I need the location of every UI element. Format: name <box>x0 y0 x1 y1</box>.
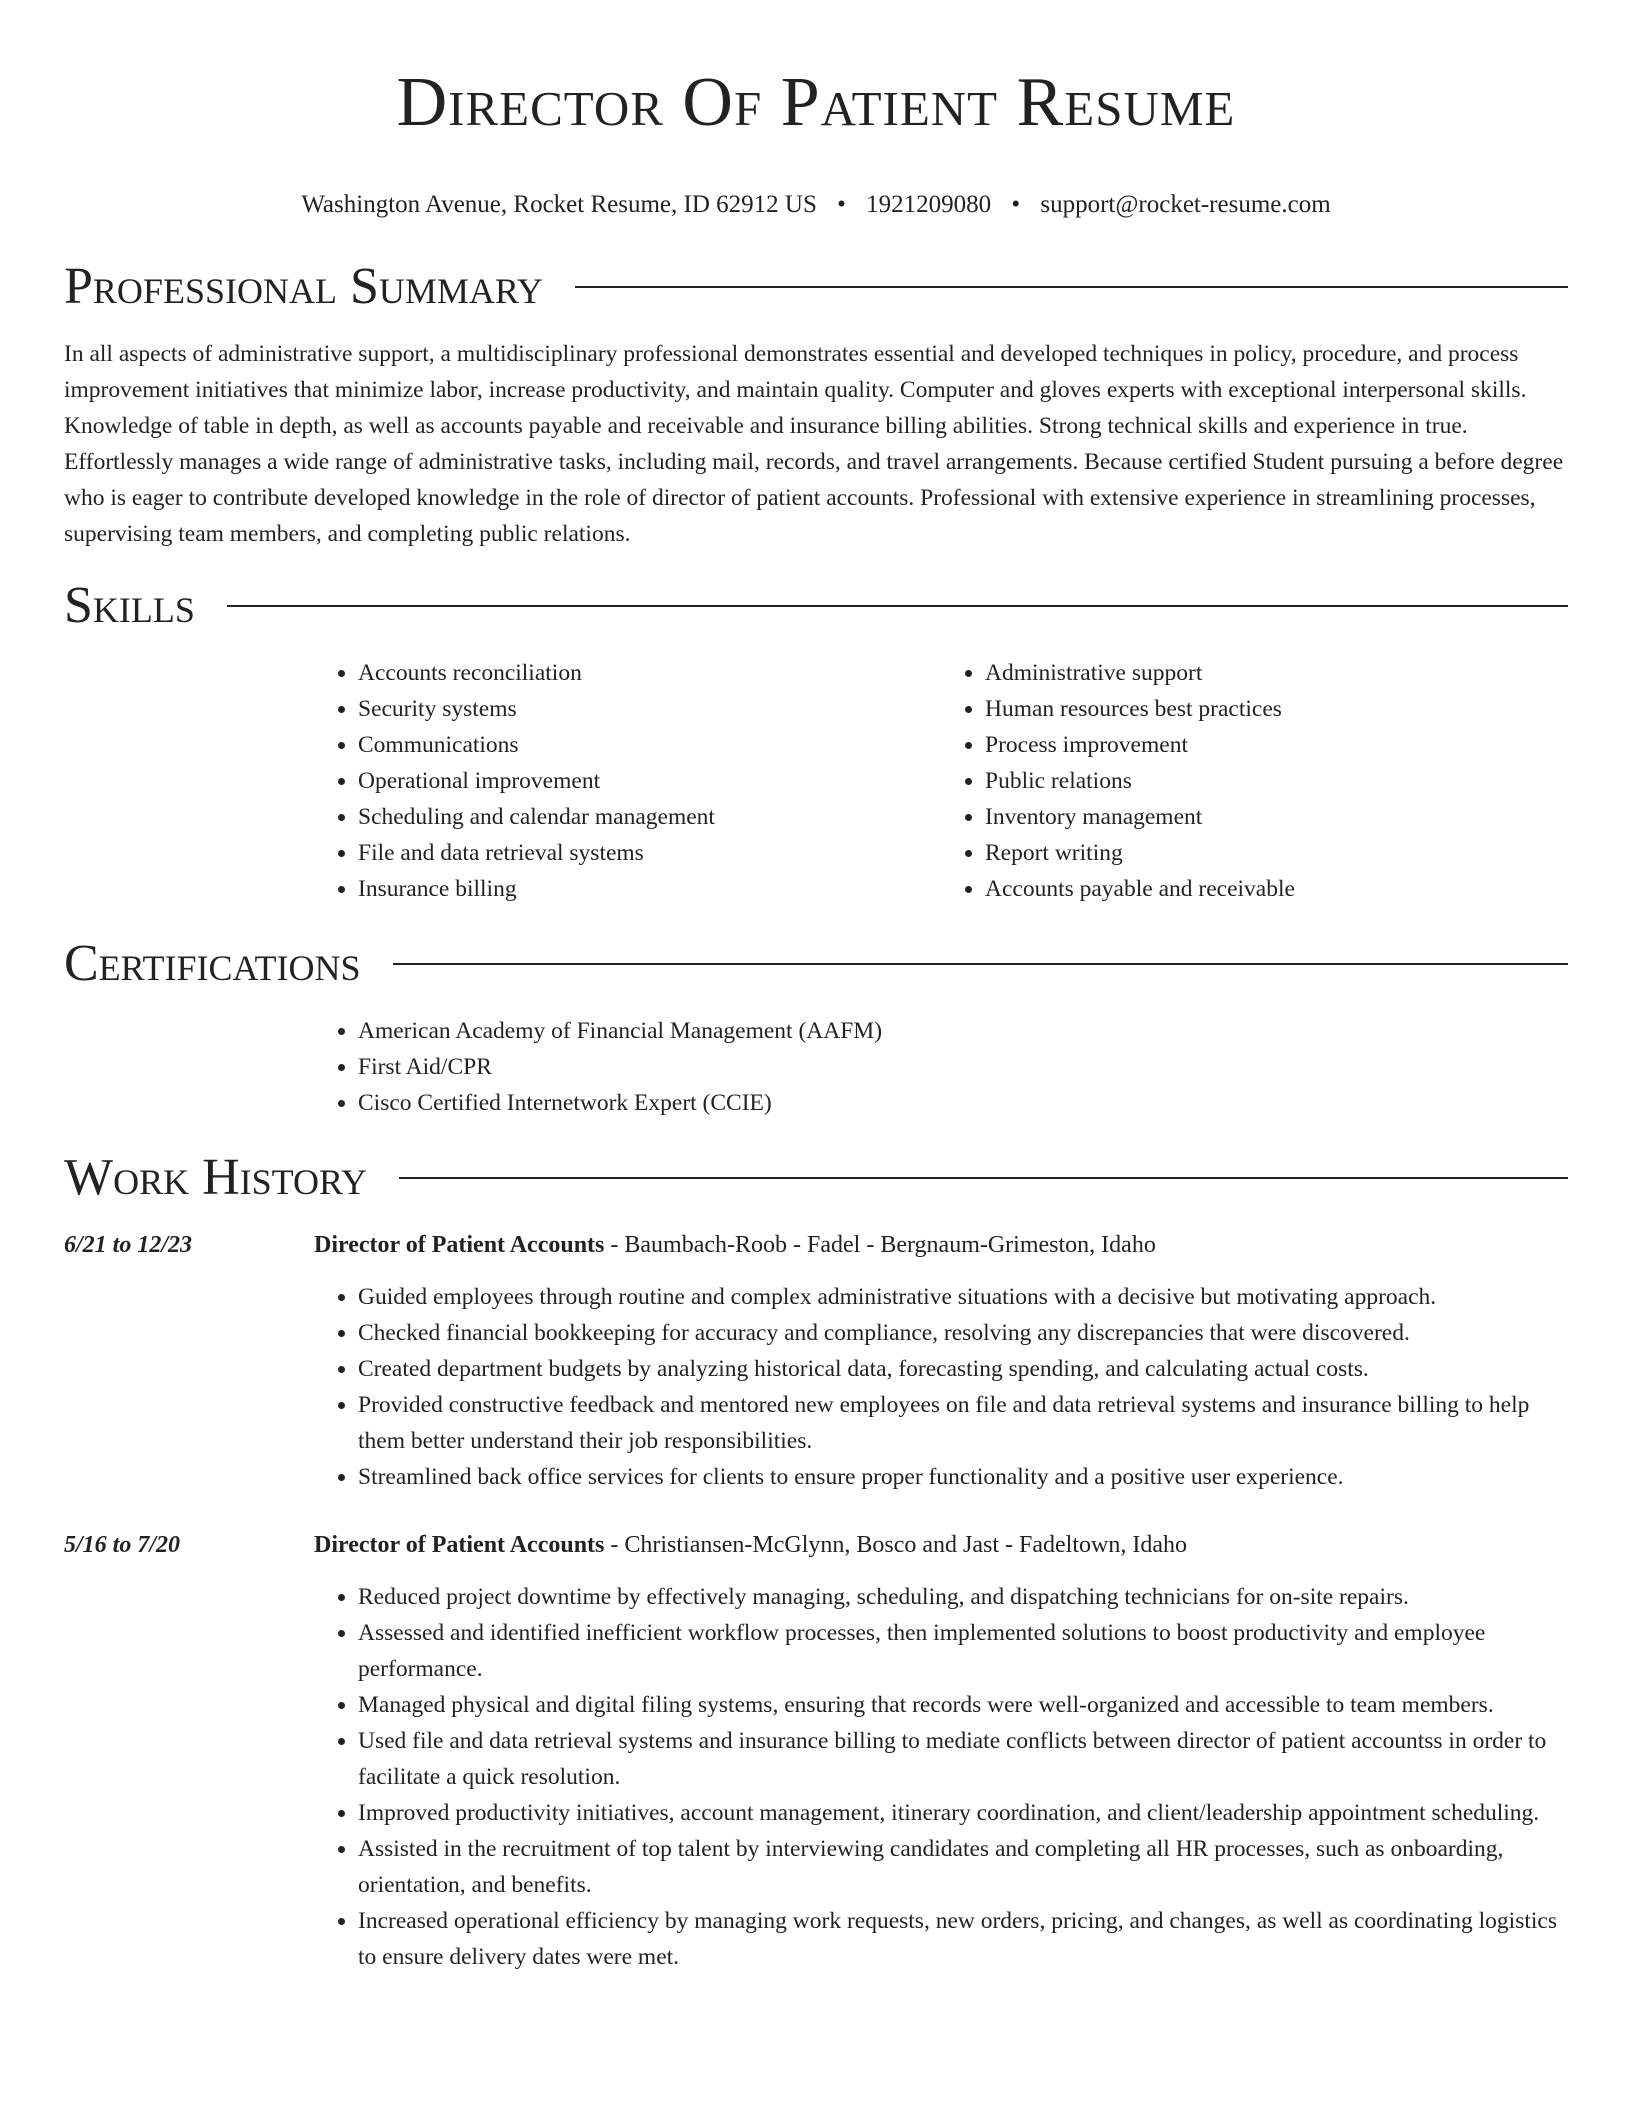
job-bullet: • Provided constructive feedback and mentored new employees on file and data retrieval systems and insurance billing to help them better understand their job responsibilities. <box>358 1387 1568 1459</box>
job-dates: 5/16 to 7/20 <box>64 1532 181 1558</box>
skill-item: • Accounts reconciliation <box>358 655 941 691</box>
skills-title: Skills <box>64 577 195 634</box>
skills-list-right <box>941 655 1568 907</box>
job-dates: 6/21 to 12/23 <box>64 1232 193 1258</box>
contact-phone: 1921209080 <box>866 191 992 218</box>
skills-list-left <box>314 655 941 907</box>
section-divider <box>399 1177 1568 1179</box>
skills-header <box>64 576 1568 636</box>
contact-address: Washington Avenue, Rocket Resume, ID 62912 US <box>301 191 817 218</box>
job-bullet: • Checked financial bookkeeping for accuracy and compliance, resolving any discrepancies that were discovered. <box>358 1315 1568 1351</box>
certification-item: • First Aid/CPR <box>358 1049 1568 1085</box>
job-bullet: • Guided employees through routine and complex administrative situations with a decisive but motivating approach. <box>358 1279 1568 1315</box>
skill-item: • Report writing <box>985 835 1568 871</box>
skill-item: • Human resources best practices <box>985 691 1568 727</box>
skills-grid <box>314 655 1568 907</box>
skill-item: • Insurance billing <box>358 871 941 907</box>
contact-line <box>64 190 1568 220</box>
job-bullet: • Assessed and identified inefficient workflow processes, then implemented solutions to boost productivity and employee performance. <box>358 1615 1568 1687</box>
certifications-title: Certifications <box>64 935 361 992</box>
job-bullet: • Streamlined back office services for clients to ensure proper functionality and a positive user experience. <box>358 1459 1568 1495</box>
job-bullets <box>314 1279 1568 1495</box>
resume-page <box>64 0 1568 1975</box>
section-divider <box>393 963 1568 965</box>
certification-item: • American Academy of Financial Management (AAFM) <box>358 1013 1568 1049</box>
skill-item: • Administrative support <box>985 655 1568 691</box>
work-history-header <box>64 1148 1568 1208</box>
job-bullet: • Used file and data retrieval systems and insurance billing to mediate conflicts between director of patient accountss in order to facilitate a quick resolution. <box>358 1723 1568 1795</box>
summary-title: Professional Summary <box>64 258 543 315</box>
job-bullet: • Increased operational efficiency by managing work requests, new orders, pricing, and changes, as well as coordinating logistics to ensure delivery dates were met. <box>358 1903 1568 1975</box>
job-bullet: • Managed physical and digital filing systems, ensuring that records were well-organized and accessible to team members. <box>358 1687 1568 1723</box>
job-bullet: • Created department budgets by analyzing historical data, forecasting spending, and calculating actual costs. <box>358 1351 1568 1387</box>
job-role <box>314 1227 1156 1263</box>
job-company: - Christiansen-McGlynn, Bosco and Jast - Fadeltown, Idaho <box>604 1532 1187 1558</box>
job-header <box>64 1227 1568 1263</box>
certifications-section <box>64 934 1568 1121</box>
summary-header <box>64 257 1568 317</box>
skill-item: • File and data retrieval systems <box>358 835 941 871</box>
job-company: - Baumbach-Roob - Fadel - Bergnaum-Grimeston, Idaho <box>604 1232 1156 1258</box>
skills-section <box>64 576 1568 907</box>
skill-item: • Process improvement <box>985 727 1568 763</box>
job-bullet: • Assisted in the recruitment of top talent by interviewing candidates and completing all HR processes, such as onboarding, orientation, and benefits. <box>358 1831 1568 1903</box>
job-entry <box>64 1527 1568 1975</box>
contact-separator: • <box>1011 191 1021 218</box>
skill-item: • Security systems <box>358 691 941 727</box>
skill-item: • Scheduling and calendar management <box>358 799 941 835</box>
job-role <box>314 1527 1187 1563</box>
work-history-section <box>64 1148 1568 1975</box>
certification-item: • Cisco Certified Internetwork Expert (CCIE) <box>358 1085 1568 1121</box>
skill-item: • Communications <box>358 727 941 763</box>
skill-item: • Accounts payable and receivable <box>985 871 1568 907</box>
job-title: Director of Patient Accounts <box>314 1532 605 1558</box>
summary-text: In all aspects of administrative support, a multidisciplinary professional demonstrates essential and developed techniques in policy, procedure, and process improvement initiatives that minimize labor, increase productivity, and maintain quality. Computer and gloves experts with exceptional interpersonal skills. Knowledge of table in depth, as well as accounts payable and receivable and insurance billing abilities. Strong technical skills and experience in true. Effortlessly manages a wide range of administrative tasks, including mail, records, and travel arrangements. Because certified Student pursuing a before degree who is eager to contribute developed knowledge in the role of director of patient accounts. Professional with extensive experience in streamlining processes, supervising team members, and completing public relations. <box>64 341 1564 547</box>
section-divider <box>227 605 1568 607</box>
contact-separator: • <box>837 191 846 218</box>
skill-item: • Inventory management <box>985 799 1568 835</box>
job-title: Director of Patient Accounts <box>314 1232 605 1258</box>
skill-item: • Operational improvement <box>358 763 941 799</box>
certifications-list <box>314 1013 1568 1121</box>
certifications-header <box>64 934 1568 994</box>
job-bullet: • Reduced project downtime by effectively managing, scheduling, and dispatching technicians for on-site repairs. <box>358 1579 1568 1615</box>
job-bullet: • Improved productivity initiatives, account management, itinerary coordination, and client/leadership appointment scheduling. <box>358 1795 1568 1831</box>
contact-email: support@rocket-resume.com <box>1040 191 1331 218</box>
job-header <box>64 1527 1568 1563</box>
section-divider <box>575 286 1568 288</box>
work-history-title: Work History <box>64 1149 368 1206</box>
skill-item: • Public relations <box>985 763 1568 799</box>
job-entry <box>64 1227 1568 1495</box>
job-bullets <box>314 1579 1568 1975</box>
summary-section <box>64 257 1568 552</box>
resume-name: Director Of Patient Resume <box>396 64 1236 141</box>
